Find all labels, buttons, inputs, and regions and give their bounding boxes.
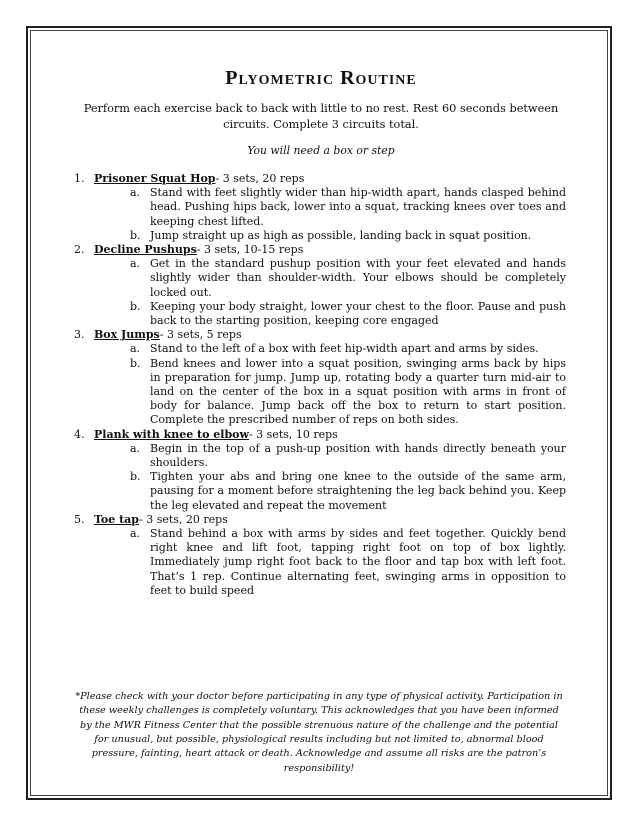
- exercise-steps: [76, 442, 566, 513]
- exercise-header: [76, 243, 566, 257]
- page-title: Plyometric Routine: [225, 67, 417, 89]
- waiver-text: *Please check with your doctor before participating in any type of physical activity. Participation in these weekly challenges is completely voluntary. This acknowledges that you have been informed by the MWR Fitness Center that the possible strenuous nature of the challenge and the potential for unusual, but possible, physiological results including but not limited to, abnormal blood pressure, fainting, heart attack or death. Acknowledge and assume all risks are the patron’s responsibility!: [75, 690, 563, 774]
- step-letter: a.: [130, 441, 141, 455]
- exercise-step: [76, 229, 566, 243]
- step-text: Keeping your body straight, lower your chest to the floor. Pause and push back to the starting position, keeping core engaged: [150, 299, 566, 328]
- exercise-step: [76, 527, 566, 598]
- equipment-note: You will need a box or step: [247, 144, 395, 157]
- exercise-name: Box Jumps: [94, 328, 160, 342]
- exercise-header: [76, 328, 566, 342]
- exercise-sets-reps: - 3 sets, 20 reps: [139, 512, 228, 526]
- step-letter: a.: [130, 186, 141, 200]
- exercise-step: [76, 470, 566, 513]
- exercise-title-line: [94, 513, 228, 527]
- exercise-item: [76, 428, 566, 513]
- step-text: Jump straight up as high as possible, landing back in squat position.: [150, 228, 532, 242]
- exercise-number: 2.: [74, 243, 85, 257]
- exercise-item: [76, 172, 566, 243]
- exercise-name: Prisoner Squat Hop: [94, 172, 216, 185]
- exercise-sets-reps: - 3 sets, 10-15 reps: [196, 243, 304, 257]
- exercise-number: 1.: [74, 172, 85, 185]
- exercise-steps: [76, 527, 566, 598]
- step-letter: b.: [130, 299, 141, 313]
- exercise-title-line: [94, 243, 303, 257]
- step-letter: b.: [130, 356, 141, 370]
- step-text: Begin in the top of a push-up position with hands directly beneath your shoulders.: [150, 441, 566, 470]
- exercise-title-line: [94, 172, 304, 186]
- exercise-header: [76, 513, 566, 527]
- exercise-sets-reps: - 3 sets, 20 reps: [215, 172, 305, 185]
- exercise-list: [76, 172, 566, 598]
- exercise-sets-reps: - 3 sets, 5 reps: [159, 328, 242, 342]
- exercise-header: [76, 428, 566, 442]
- step-letter: b.: [130, 228, 141, 242]
- step-text: Tighten your abs and bring one knee to the outside of the same arm, pausing for a moment before straightening the leg back behind you. Keep the leg elevated and repeat the movement: [150, 470, 566, 512]
- step-letter: a.: [130, 342, 141, 356]
- exercise-step: [76, 300, 566, 328]
- step-text: Bend knees and lower into a squat position, swinging arms back by hips in preparation for jump. Jump up, rotating body a quarter turn mid-air to land on the center of the box in a squat position with arms in front of body for balance. Jump back off the box to return to start position. Complete the prescribed number of reps on both sides.: [150, 356, 566, 427]
- exercise-title-line: [94, 428, 338, 442]
- exercise-title-line: [94, 328, 242, 342]
- exercise-item: [76, 513, 566, 598]
- step-text: Stand to the left of a box with feet hip-width apart and arms by sides.: [150, 342, 539, 356]
- exercise-item: [76, 328, 566, 427]
- exercise-name: Decline Pushups: [94, 243, 197, 257]
- exercise-steps: [76, 342, 566, 427]
- exercise-header: [76, 172, 566, 186]
- step-text: Stand with feet slightly wider than hip-width apart, hands clasped behind head. Pushing hips back, lower into a squat, tracking knees over toes and keeping chest lifted.: [150, 186, 566, 228]
- exercise-step: [76, 442, 566, 470]
- exercise-number: 4.: [74, 427, 85, 441]
- exercise-number: 3.: [74, 328, 85, 342]
- step-text: Get in the standard pushup position with your feet elevated and hands slightly wider than shoulder-width. Your elbows should be completely locked out.: [150, 257, 566, 299]
- exercise-sets-reps: - 3 sets, 10 reps: [248, 427, 338, 441]
- routine-content: [76, 66, 566, 598]
- exercise-number: 5.: [74, 512, 85, 526]
- exercise-item: [76, 243, 566, 328]
- exercise-step: [76, 186, 566, 229]
- exercise-step: [76, 357, 566, 428]
- exercise-step: [76, 257, 566, 300]
- exercise-name: Plank with knee to elbow: [94, 427, 249, 441]
- step-letter: a.: [130, 527, 141, 541]
- exercise-steps: [76, 257, 566, 328]
- exercise-name: Toe tap: [94, 512, 139, 526]
- exercise-step: [76, 342, 566, 356]
- exercise-steps: [76, 186, 566, 243]
- step-letter: a.: [130, 257, 141, 271]
- step-text: Stand behind a box with arms by sides and feet together. Quickly bend right knee and lift foot, tapping right foot on top of box lightly. Immediately jump right foot back to the floor and tap box with left foot. That’s 1 rep. Continue alternating feet, swinging arms in opposition to feet to build speed: [150, 527, 566, 597]
- step-letter: b.: [130, 470, 141, 484]
- intro-text: Perform each exercise back to back with little to no rest. Rest 60 seconds between circuits. Complete 3 circuits total.: [83, 102, 559, 131]
